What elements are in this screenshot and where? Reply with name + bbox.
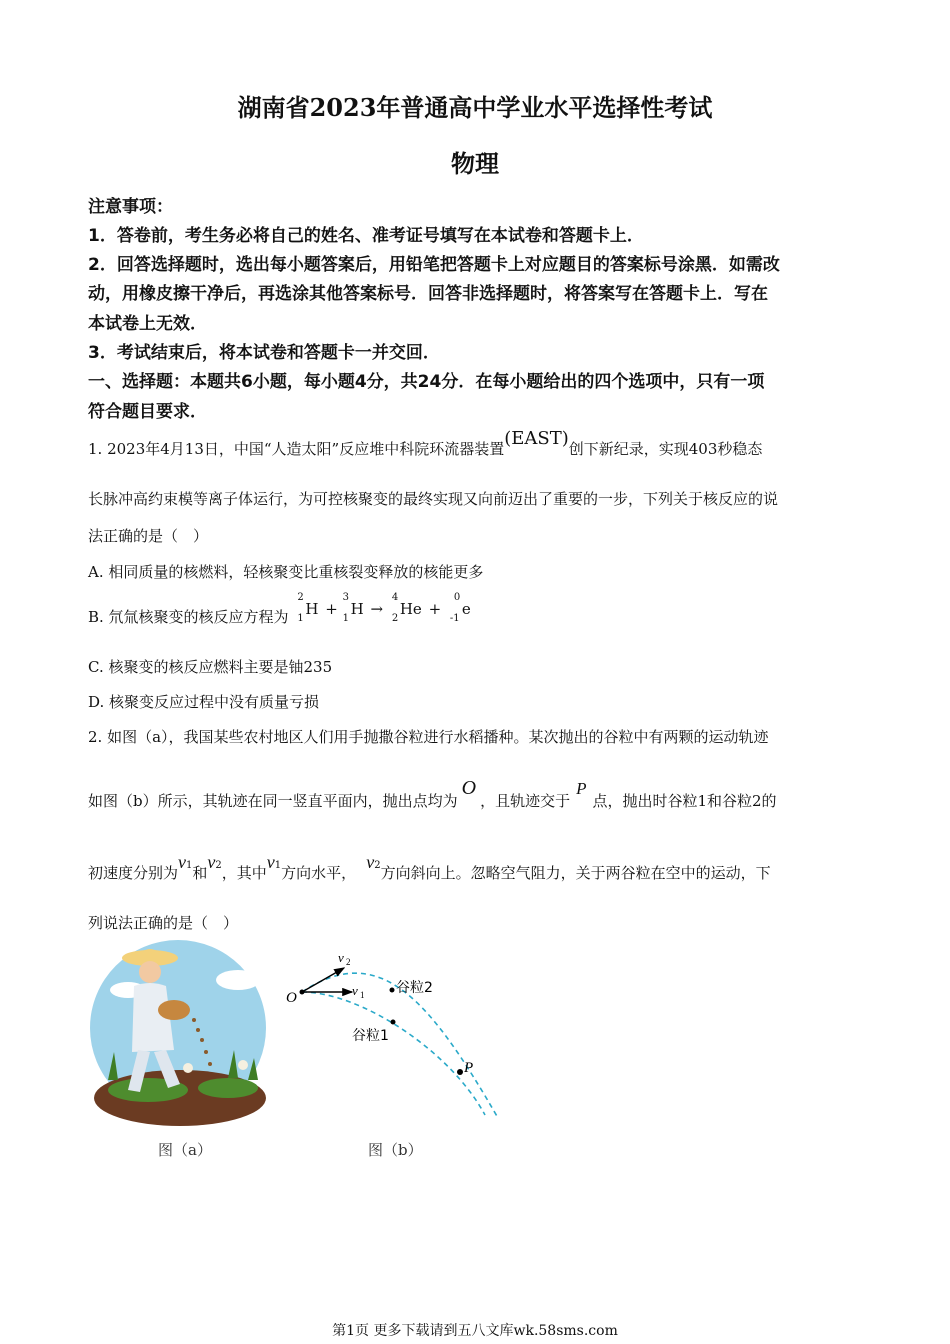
label-o: O — [286, 990, 297, 1006]
q1-option-b — [88, 592, 473, 627]
q1-option-a: A. 相同质量的核燃料，轻核聚变比重核裂变释放的核能更多 — [88, 563, 484, 581]
point-p — [457, 1069, 463, 1075]
q1-option-d: D. 核聚变反应过程中没有质量亏损 — [88, 693, 320, 711]
q2-line-2-text-c: 点，抛出时谷粒1和谷粒2的 — [592, 792, 777, 810]
v1-symbol: v1 — [178, 852, 193, 872]
notice-item-3: 3．考试结束后，将本试卷和答题卡一并交回． — [88, 343, 440, 363]
notice-item-2-line-1: 2．回答选择题时，选出每小题答案后，用铅笔把答题卡上对应题目的答案标号涂黑．如需改 — [88, 255, 780, 275]
q2-line-3 — [88, 852, 771, 883]
v1-symbol-2: v1 — [266, 852, 282, 872]
q2-line-4: 列说法正确的是（ ） — [88, 914, 239, 932]
v2-arrow — [302, 968, 344, 992]
reaction-arrow: → — [370, 600, 384, 618]
q1-line-1 — [88, 428, 763, 459]
section-1-heading: 一、选择题：本题共6小题，每小题4分，共24分．在每小题给出的四个选项中，只有一项 — [88, 372, 765, 392]
plus-sign-2: + — [428, 600, 442, 618]
section-1-heading-cont: 符合题目要求． — [88, 402, 207, 422]
farmer-sowing-illustration — [88, 940, 278, 1130]
subject-title: 物理 — [451, 149, 499, 178]
tritium: 3 1 H — [342, 592, 364, 624]
electron: 0 -1 e — [449, 592, 471, 624]
grain2-point — [390, 988, 395, 993]
q2-line-3-text-c: 方向水平， — [281, 864, 357, 882]
and-text: 和 — [192, 864, 208, 882]
page-footer: 第1页 更多下载请到五八文库wk.58sms.com — [332, 1323, 618, 1339]
trajectory-diagram — [280, 940, 510, 1130]
q1-line-1-text-b: 创下新纪录，实现403秒稳态 — [568, 440, 763, 458]
notice-heading: 注意事项： — [88, 197, 173, 217]
q1-line-2: 长脉冲高约束模等离子体运行，为可控核聚变的最终实现又向前迈出了重要的一步，下列关于核反应的说 — [88, 490, 779, 508]
label-v2-sub: 2 — [346, 957, 351, 967]
grain1-point — [391, 1020, 396, 1025]
q2-line-3-text-a: 初速度分别为 — [88, 864, 179, 882]
fusion-equation — [297, 592, 472, 624]
figure-b-caption: 图（b） — [368, 1141, 423, 1159]
label-p: P — [464, 1060, 474, 1076]
point-o-symbol: O — [461, 777, 477, 799]
point-o — [300, 990, 305, 995]
exam-title: 湖南省2023年普通高中学业水平选择性考试 — [237, 93, 713, 122]
point-p-symbol: P — [576, 779, 587, 798]
notice-item-1: 1．答卷前，考生务必将自己的姓名、准考证号填写在本试卷和答题卡上． — [88, 226, 644, 246]
notice-item-2-line-2: 动，用橡皮擦干净后，再选涂其他答案标号．回答非选择题时，将答案写在答题卡上．写在 — [88, 284, 768, 304]
label-v1-sub: 1 — [360, 990, 365, 1000]
east-label: (EAST) — [504, 428, 569, 449]
q2-line-3-text-d: 方向斜向上。忽略空气阻力，关于两谷粒在空中的运动，下 — [380, 864, 771, 882]
q1-line-1-text-a: 1. 2023年4月13日，中国“人造太阳”反应堆中科院环流器装置 — [88, 440, 505, 458]
label-grain2: 谷粒2 — [396, 980, 433, 996]
label-v2: v — [338, 950, 344, 965]
q1-option-c: C. 核聚变的核反应燃料主要是铀235 — [88, 658, 333, 676]
plus-sign: + — [325, 600, 338, 618]
q2-line-2-text-a: 如图（b）所示，其轨迹在同一竖直平面内，抛出点均为 — [88, 792, 458, 810]
figure-a-caption: 图（a） — [158, 1141, 212, 1159]
q2-line-2 — [88, 777, 777, 812]
q2-line-2-text-b: ，且轨迹交于 — [480, 792, 571, 810]
notice-item-2-line-3: 本试卷上无效． — [88, 314, 207, 334]
q1-line-3: 法正确的是（ ） — [88, 527, 209, 545]
v2-symbol-2: v2 — [366, 852, 381, 872]
deuterium: 2 1 H — [297, 592, 319, 624]
q2-line-3-text-b: ，其中 — [221, 864, 267, 882]
v2-symbol: v2 — [207, 852, 222, 872]
label-grain1: 谷粒1 — [352, 1028, 389, 1044]
helium: 4 2 He — [391, 592, 422, 624]
q2-line-1: 2. 如图（a），我国某些农村地区人们用手抛撒谷粒进行水稻播种。某次抛出的谷粒中有两颗的运动轨迹 — [88, 728, 769, 746]
q1-option-b-text: B. 氘氚核聚变的核反应方程为 — [88, 608, 289, 626]
label-v1: v — [352, 983, 358, 998]
